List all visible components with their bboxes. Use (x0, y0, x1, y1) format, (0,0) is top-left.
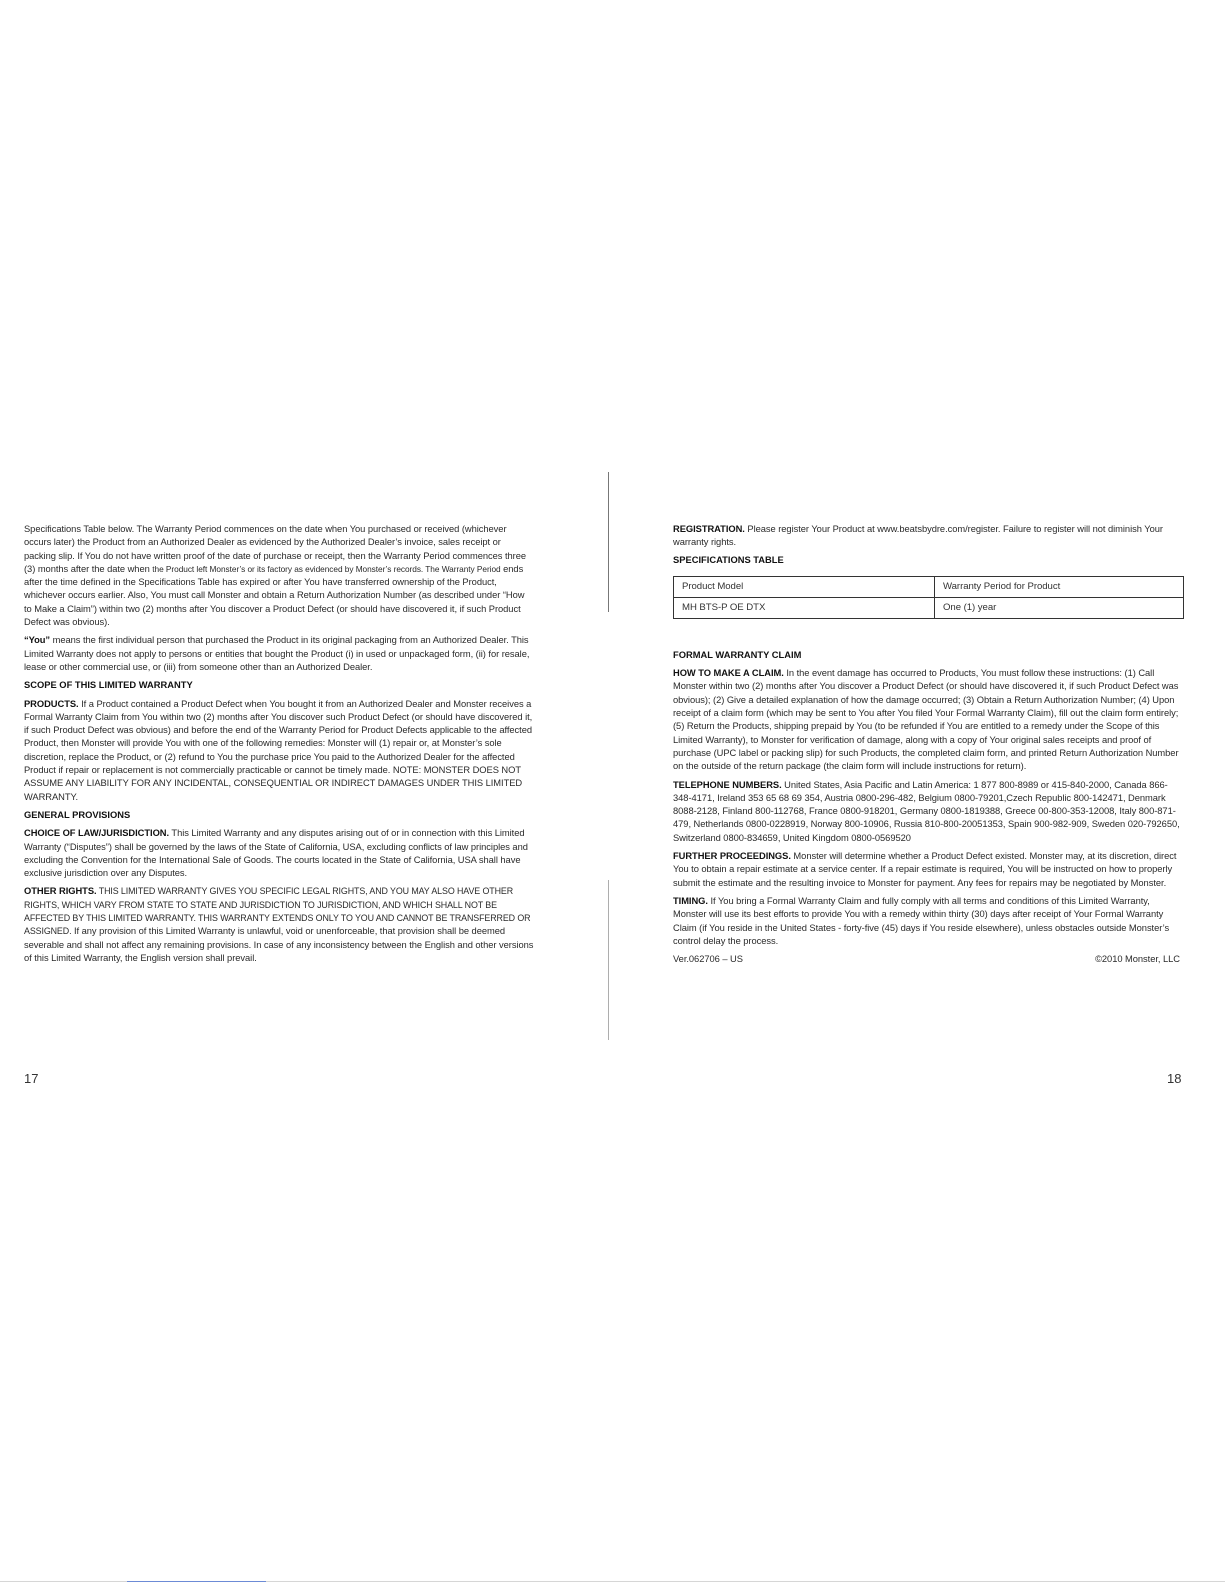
table-header-cell: Warranty Period for Product (935, 576, 1184, 597)
other-rights-text: If any provision of this Limited Warranty is unlawful, void or unenforceable, that provision shall be deemed severable and shall not affect any remaining provisions. In case of any inconsistency between the English and other versions of this Limited Warranty, the English version shall prevail. (24, 926, 534, 963)
page-number-right: 18 (1167, 1071, 1182, 1086)
table-cell-period: One (1) year (935, 597, 1184, 618)
left-page (24, 523, 534, 970)
products-text: If a Product contained a Product Defect when You bought it from an Authorized Dealer and Monster receives a Formal Warranty Claim from You within two (2) months after You discover such Product Defect (or should have discovered it, if such Product Defect was obvious) and before the end of the Warranty Period for Product Defects applicable to the affected Product, then Monster will provide You with one of the following remedies: Monster will (1) repair or, at Monster’s sole discretion, replace the Product, or (2) refund to You the purchase price You paid to the Authorized Dealer for the affected Product if repair or replacement is not commercially practicable or cannot be timely made. NOTE: MONSTER DOES NOT ASSUME ANY LIABILITY FOR ANY INCIDENTAL, CONSEQUENTIAL OR INDIRECT DAMAGES UNDER THIS LIMITED WARRANTY. (24, 698, 533, 802)
how-to-claim-paragraph (673, 667, 1180, 773)
spine-fold-line (608, 472, 609, 612)
bottom-edge-blue-rule (127, 1581, 266, 1582)
specifications-table (673, 576, 1184, 619)
timing-heading: TIMING. (673, 895, 708, 906)
warranty-period-paragraph (24, 523, 534, 629)
you-definition-paragraph (24, 634, 534, 674)
timing-text: If You bring a Formal Warranty Claim and fully comply with all terms and conditions of this Limited Warranty, Monster will use its best efforts to provide You with a remedy within thirty (30) days after receipt of Your Formal Warranty Claim (if You reside in the United States - forty-five (45) days if You reside elsewhere), unless obstacles outside Monster’s control delay the process. (673, 895, 1170, 946)
further-proceedings-heading: FURTHER PROCEEDINGS. (673, 851, 791, 862)
telephone-numbers-paragraph (673, 779, 1180, 845)
scope-section-title: SCOPE OF THIS LIMITED WARRANTY (24, 680, 193, 691)
general-provisions-title: GENERAL PROVISIONS (24, 809, 131, 820)
products-paragraph (24, 698, 534, 804)
registration-paragraph (673, 523, 1180, 550)
page-number-left: 17 (24, 1071, 39, 1086)
document-footer (673, 953, 1180, 966)
choice-of-law-heading: CHOICE OF LAW/JURISDICTION. (24, 828, 170, 839)
table-header-row (674, 576, 1184, 597)
registration-text: Please register Your Product at www.beatsbydre.com/register. Failure to register will not diminish Your warranty rights. (673, 524, 1163, 548)
how-to-claim-text: In the event damage has occurred to Products, You must follow these instructions: (1) Call Monster within two (2) months after You discover a Product Defect (or should have discovered it, if such Product Defect was obvious); (2) Give a detailed explanation of how the damage occurred; (3) Obtain a Return Authorization Number; (4) Upon receipt of a claim form (which may be sent to You after You filed Your Formal Warranty Claim), fill out the claim form entirely; (5) Return the Products, shipping prepaid by You (to be refunded if You are entitled to a remedy under the Scope of this Limited Warranty), to Monster for verification of damage, along with a copy of Your original sales receipts and proof of purchase (UPC label or packing slip) for such Products, the completed claim form, and printed Return Authorization Number on the outside of the return package (the claim form will include instructions for return). (673, 668, 1179, 772)
other-rights-paragraph (24, 885, 534, 965)
version-label: Ver.062706 – US (673, 954, 743, 965)
how-to-claim-heading: HOW TO MAKE A CLAIM. (673, 668, 784, 679)
warranty-period-text: Specifications Table below. The Warranty Period commences on the date when You purchased or received (whichever occurs later) the Product from an Authorized Dealer as evidenced by the Authorized Dealer’s invoice, sales receipt or packing slip. If You do not have written proof of the date of purchase or receipt, then the Warranty Period commences three (3) months after the date when (24, 524, 526, 574)
registration-heading: REGISTRATION. (673, 524, 745, 534)
you-heading: “You” (24, 635, 51, 646)
further-proceedings-paragraph (673, 850, 1180, 890)
timing-paragraph (673, 895, 1180, 948)
warranty-period-text-end: ends after the time defined in the Specifications Table has expired or after You have transferred ownership of the Product, whichever occurs earlier. Also, You must call Monster and obtain a Return Authorization Number (as described under “How to Make a Claim”) within two (2) months after You discover a Product Defect (or should have discovered it, if such Product Defect was obvious). (24, 563, 525, 628)
specifications-table-title: SPECIFICATIONS TABLE (673, 554, 784, 565)
warranty-period-small-text: the Product left Monster’s or its factory as evidenced by Monster’s records. The Warranty Period (152, 563, 501, 574)
table-header-cell: Product Model (674, 576, 935, 597)
copyright-label: ©2010 Monster, LLC (1095, 954, 1180, 965)
table-cell-model: MH BTS-P OE DTX (674, 597, 935, 618)
spine-fold-line-lower (608, 880, 609, 1040)
telephone-numbers-text: United States, Asia Pacific and Latin America: 1 877 800-8989 or 415-840-2000, Canada 866-348-4171, Ireland 353 65 68 69 354, Austria 0800-296-482, Belgium 0800-79201,Czech Republic 800-142471, Denmark 8088-2128, Finland 800-112768, France 0800-918201, Germany 0800-1819388, Greece 00-800-353-12008, Italy 800-871-479, Netherlands 0800-0228919, Norway 800-10906, Russia 810-800-20051353, Spain 900-982-909, Sweden 020-792650, Switzerland 0800-834659, United Kingdom 0800-0569520 (673, 779, 1180, 843)
choice-of-law-paragraph (24, 827, 534, 880)
choice-of-law-text: This Limited Warranty and any disputes arising out of or in connection with this Limited Warranty (“Disputes”) shall be governed by the laws of the State of California, USA, excluding conflicts of law principles and excluding the Convention for the International Sale of Goods. The courts located in the State of California, USA shall have exclusive jurisdiction over any Disputes. (24, 828, 528, 879)
you-definition-text: means the first individual person that purchased the Product in its original packaging from an Authorized Dealer. This Limited Warranty does not apply to persons or entities that bought the Product (i) in used or unpackaged form, (ii) for resale, lease or other commercial use, or (iii) from someone other than an Authorized Dealer. (24, 635, 530, 672)
right-page (673, 523, 1180, 966)
formal-warranty-claim-title: FORMAL WARRANTY CLAIM (673, 649, 802, 660)
other-rights-caps-text: THIS LIMITED WARRANTY GIVES YOU SPECIFIC LEGAL RIGHTS, AND YOU MAY ALSO HAVE OTHER RIGHTS, WHICH VARY FROM STATE TO STATE AND JURISDICTION TO JURISDICTION, AND WHICH SHALL NOT BE AFFECTED BY THIS LIMITED WARRANTY. THIS WARRANTY EXTENDS ONLY TO YOU AND CANNOT BE TRANSFERRED OR ASSIGNED. (24, 886, 531, 937)
further-proceedings-text: Monster will determine whether a Product Defect existed. Monster may, at its discretion, direct You to obtain a repair estimate at a service center. If a repair estimate is required, You will be instructed on how to properly submit the estimate and the resulting invoice to Monster for payment. Any fees for repairs may be negotiated by Monster. (673, 851, 1177, 888)
products-heading: PRODUCTS. (24, 698, 79, 709)
telephone-numbers-heading: TELEPHONE NUMBERS. (673, 779, 782, 790)
other-rights-heading: OTHER RIGHTS. (24, 886, 97, 897)
table-row (674, 597, 1184, 618)
